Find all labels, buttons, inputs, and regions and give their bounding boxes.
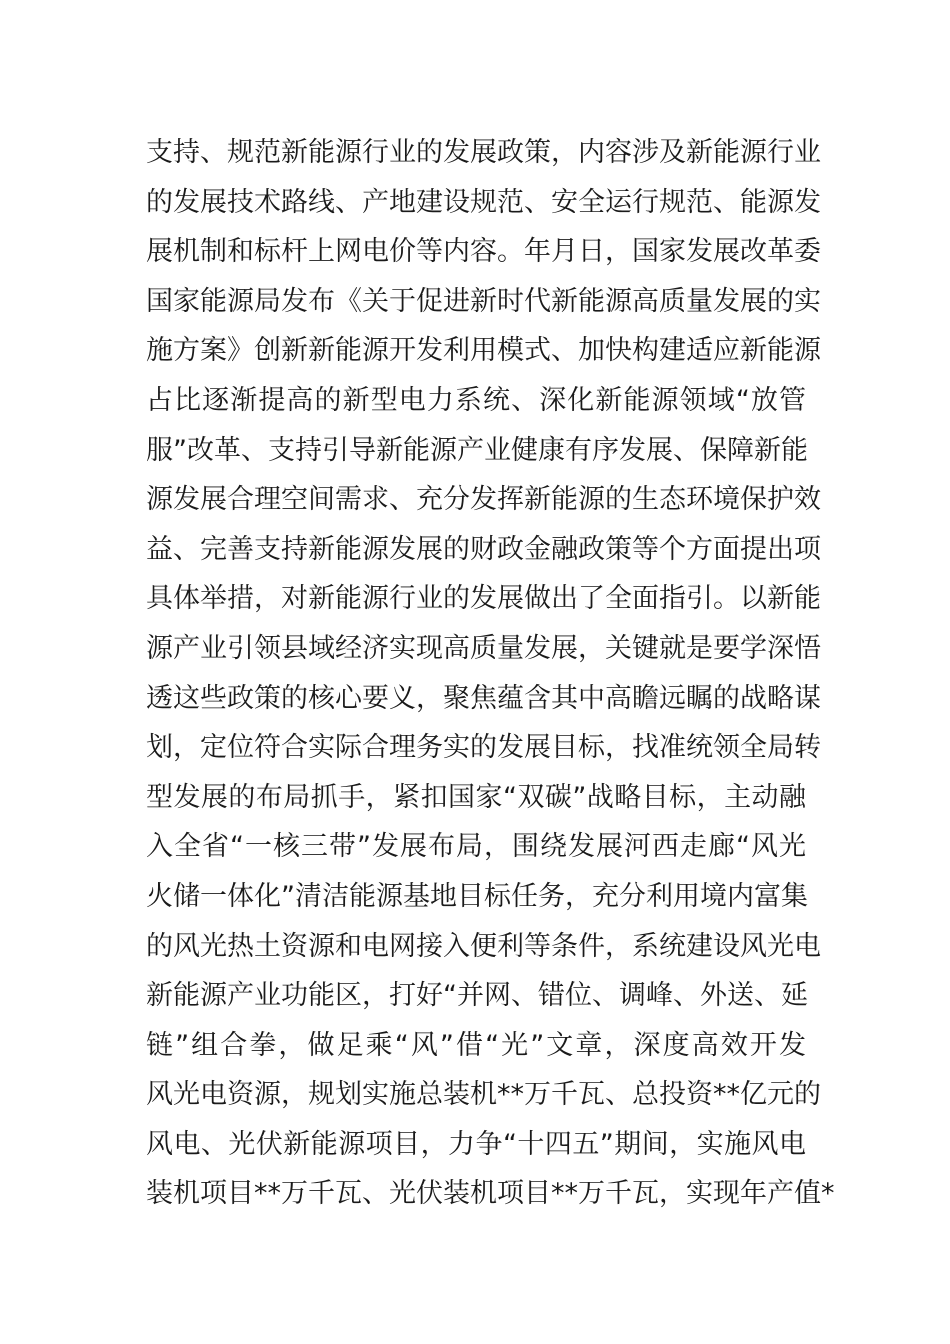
text-line: 展机制和标杆上网电价等内容。年月日，国家发展改革委 [146,236,821,268]
text-line: 施方案》创新新能源开发利用模式、加快构建适应新能源 [146,335,821,367]
text-line: 火储一体化”清洁能源基地目标任务，充分利用境内富集 [146,880,808,912]
body-paragraph [146,128,835,1219]
text-line: 的风光热土资源和电网接入便利等条件，系统建设风光电 [146,930,821,962]
text-line: 链”组合拳，做足乘“风”借“光”文章，深度高效开发 [146,1029,806,1061]
text-line: 划，定位符合实际合理务实的发展目标，找准统领全局转 [146,732,821,764]
text-line: 的发展技术路线、产地建设规范、安全运行规范、能源发 [146,186,821,218]
text-line: 风光电资源，规划实施总装机**万千瓦、总投资**亿元的 [146,1079,821,1111]
text-line: 国家能源局发布《关于促进新时代新能源高质量发展的实 [146,285,821,317]
text-line: 入全省“一核三带”发展布局，围绕发展河西走廊“风光 [146,831,806,863]
text-line: 具体举措，对新能源行业的发展做出了全面指引。以新能 [146,583,821,615]
text-line: 新能源产业功能区，打好“并网、错位、调峰、外送、延 [146,980,808,1012]
text-line: 型发展的布局抓手，紧扣国家“双碳”战略目标，主动融 [146,781,806,813]
text-line: 源发展合理空间需求、充分发挥新能源的生态环境保护效 [146,484,821,516]
text-line: 益、完善支持新能源发展的财政金融政策等个方面提出项 [146,533,821,565]
text-line: 占比逐渐提高的新型电力系统、深化新能源领域“放管 [146,384,806,416]
text-line: 透这些政策的核心要义，聚焦蕴含其中高瞻远瞩的战略谋 [146,682,821,714]
text-line: 装机项目**万千瓦、光伏装机项目**万千瓦，实现年产值* [146,1178,835,1210]
text-line: 支持、规范新能源行业的发展政策，内容涉及新能源行业 [146,137,821,168]
text-line: 源产业引领县域经济实现高质量发展，关键就是要学深悟 [146,632,821,664]
text-line: 服”改革、支持引导新能源产业健康有序发展、保障新能 [146,434,808,466]
text-line: 风电、光伏新能源项目，力争“十四五”期间，实施风电 [146,1128,806,1160]
